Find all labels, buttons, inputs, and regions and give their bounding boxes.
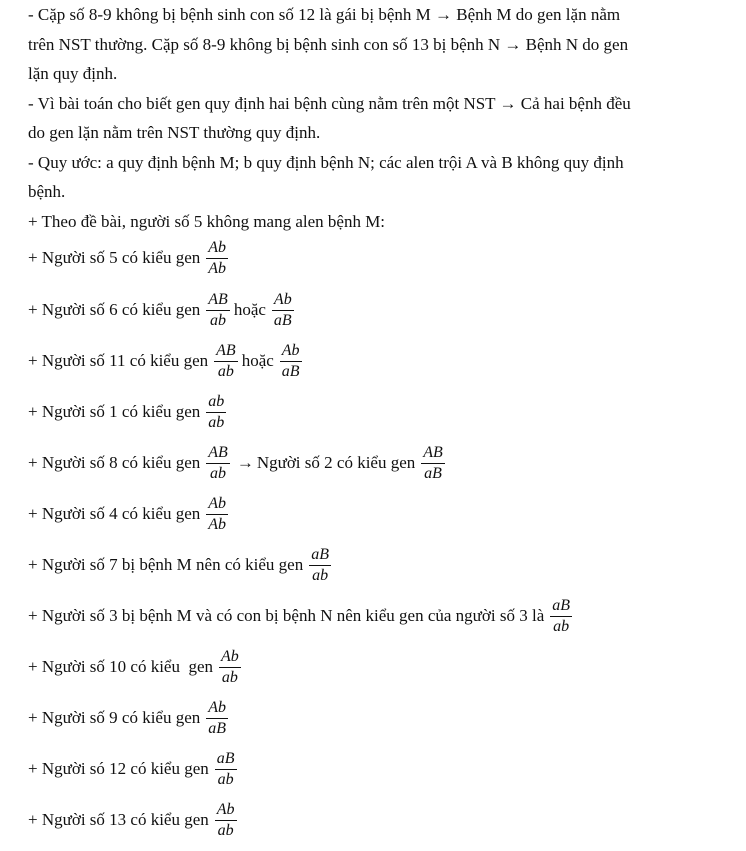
intro-line: + Theo đề bài, người số 5 không mang alen bệnh M: xyxy=(28,211,386,231)
row-connector: Người số 2 có kiểu gen xyxy=(256,453,416,472)
genotype-row xyxy=(28,645,245,689)
document-page xyxy=(28,0,740,839)
intro-line: lặn quy định. xyxy=(28,64,118,83)
genotype-row xyxy=(28,441,449,485)
genotype-row xyxy=(28,594,576,638)
row-text: + Người số 4 có kiểu gen xyxy=(28,504,201,523)
genotype-fraction: $\frac{Ab}{ab}$ xyxy=(221,647,239,686)
genotype-row xyxy=(28,390,230,434)
intro-line: trên NST thường. Cặp số 8-9 không bị bệnh sinh con số 13 bị bệnh N → Bệnh N do gen xyxy=(28,34,629,54)
row-text: + Người số 10 có kiểu gen xyxy=(28,657,214,676)
genotype-fraction: $\frac{Ab}{ab}$ xyxy=(216,800,235,839)
genotype-fraction: $\frac{Ab}{Ab}$ xyxy=(208,494,227,533)
genotype-row xyxy=(28,798,241,842)
intro-line: do gen lặn nằm trên NST thường quy định. xyxy=(28,123,321,142)
row-text: + Người số 13 có kiểu gen xyxy=(28,810,209,829)
genotype-fraction: $\frac{Ab}{aB}$ xyxy=(281,341,300,380)
arrow-right-icon: → xyxy=(236,453,254,472)
intro-line: - Vì bài toán cho biết gen quy định hai bệnh cùng nằm trên một NST → Cả hai bệnh đều xyxy=(28,93,631,113)
genotype-row xyxy=(28,492,232,536)
genotype-fraction: $\frac{AB}{ab}$ xyxy=(208,443,228,482)
genotype-row xyxy=(28,236,232,280)
genotype-fraction: $\frac{aB}{ab}$ xyxy=(552,596,571,635)
row-text: + Người số 3 bị bệnh M và có con bị bệnh N nên kiểu gen của người số 3 là xyxy=(28,606,545,625)
genotype-fraction: $\frac{AB}{ab}$ xyxy=(216,341,236,380)
genotype-fraction: $\frac{Ab}{Ab}$ xyxy=(208,238,227,277)
genotype-row xyxy=(28,696,232,740)
row-text: + Người só 12 có kiểu gen xyxy=(28,759,209,778)
intro-paragraphs xyxy=(28,0,740,236)
genotype-row xyxy=(28,339,306,383)
genotype-fraction: $\frac{Ab}{aB}$ xyxy=(208,698,227,737)
genotype-fraction: $\frac{ab}{ab}$ xyxy=(208,392,225,431)
genotype-row xyxy=(28,543,335,587)
row-text: + Người số 11 có kiểu gen xyxy=(28,351,209,370)
row-text: + Người số 1 có kiểu gen xyxy=(28,402,201,421)
row-connector: hoặc xyxy=(241,351,274,370)
row-text: + Người số 6 có kiểu gen xyxy=(28,300,201,319)
genotype-fraction: $\frac{aB}{ab}$ xyxy=(216,749,235,788)
genotype-fraction: $\frac{AB}{ab}$ xyxy=(208,290,228,329)
row-text: + Người số 9 có kiểu gen xyxy=(28,708,201,727)
row-connector: hoặc xyxy=(233,300,266,319)
genotype-fraction: $\frac{Ab}{aB}$ xyxy=(273,290,292,329)
row-text: + Người số 8 có kiểu gen xyxy=(28,453,201,472)
intro-line: bệnh. xyxy=(28,182,66,201)
intro-line: - Quy ước: a quy định bệnh M; b quy định bệnh N; các alen trội A và B không quy định xyxy=(28,152,624,172)
genotype-fraction: $\frac{AB}{aB}$ xyxy=(423,443,443,482)
intro-line: - Cặp số 8-9 không bị bệnh sinh con số 12 là gái bị bệnh M → Bệnh M do gen lặn nằm xyxy=(28,5,621,24)
genotype-row xyxy=(28,747,241,791)
genotype-fraction: $\frac{aB}{ab}$ xyxy=(311,545,329,584)
row-text: + Người số 5 có kiểu gen xyxy=(28,248,201,267)
row-text: + Người số 7 bị bệnh M nên có kiểu gen xyxy=(28,555,304,574)
genotype-row xyxy=(28,288,298,332)
